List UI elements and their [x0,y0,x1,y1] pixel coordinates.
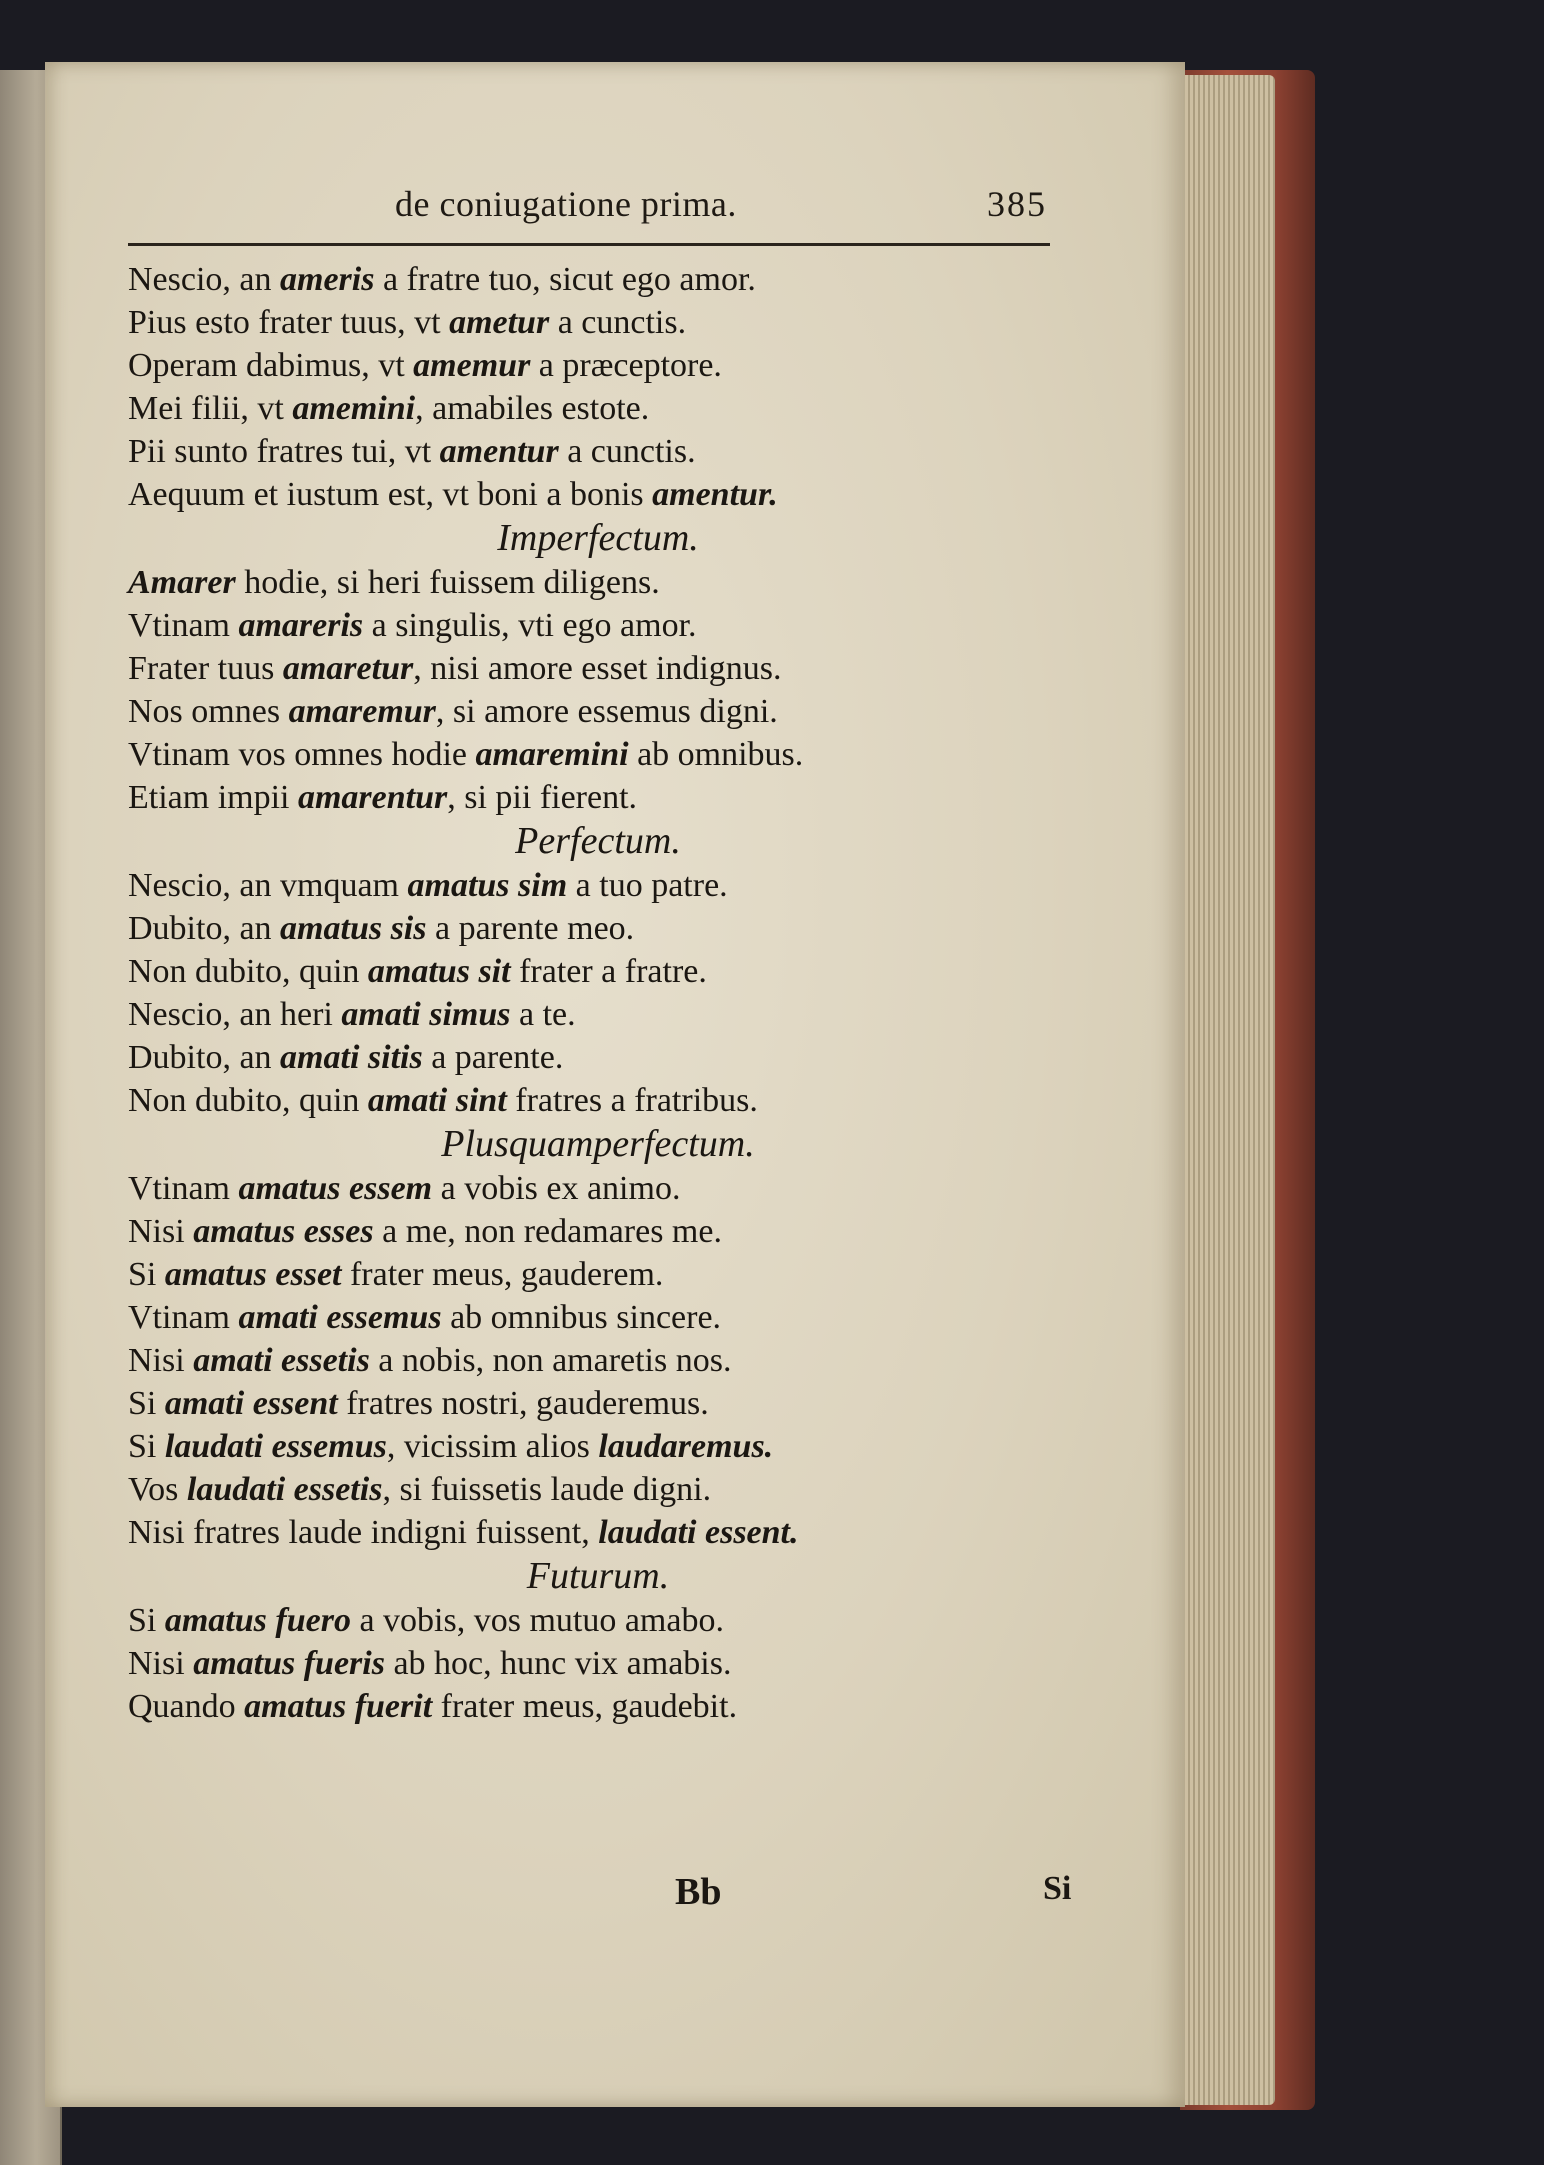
verb-form: amaremini [475,736,629,773]
line-text: Nisi [128,1645,194,1682]
line-text: a vobis ex animo. [432,1170,681,1207]
verb-form: amati essemus [238,1299,442,1336]
line-text: Nos omnes [128,693,289,730]
text-line [128,1468,1068,1511]
line-text: Non dubito, quin [128,953,368,990]
text-line [128,561,1068,604]
text-line [128,301,1068,344]
text-line [128,604,1068,647]
verb-form: laudati essemus [164,1428,387,1465]
line-text: Frater tuus [128,650,283,687]
verb-form: Amarer [128,564,236,601]
line-text: a fratre tuo, sicut ego amor. [374,261,756,298]
verb-form: amati sint [367,1082,507,1119]
line-text: Vos [128,1471,187,1508]
verb-form: amatus sit [367,953,511,990]
line-text: , nisi amore esset indignus. [413,650,782,687]
text-line [128,344,1068,387]
signature-mark: Bb [675,1871,722,1913]
line-text: Si [128,1428,165,1465]
verb-form: amentur [439,433,559,470]
line-text: Pii sunto fratres tui, vt [128,433,440,470]
text-line [128,1339,1068,1382]
line-text: a parente meo. [426,910,635,947]
line-text: a nobis, non amaretis nos. [369,1342,732,1379]
line-text: Nescio, an vmquam [128,867,408,904]
line-text: ab omnibus. [628,736,804,773]
text-line [128,864,1068,907]
verb-form: laudati essent. [598,1514,799,1551]
verb-form: amentur. [652,476,778,513]
line-text: Dubito, an [128,1039,281,1076]
verb-form: amemur [413,347,531,384]
line-text: a me, non redamares me. [373,1213,722,1250]
page-number: 385 [987,184,1047,224]
line-text: ab omnibus sincere. [441,1299,722,1336]
line-text: a præceptore. [530,347,722,384]
line-text: frater meus, gauderem. [341,1256,664,1293]
verb-form: ametur [449,304,550,341]
verb-form: amareris [238,607,364,644]
verb-form: amati essetis [193,1342,370,1379]
line-text: , si pii fierent. [447,779,638,816]
verb-form: amati simus [341,996,511,1033]
line-text: frater meus, gaudebit. [432,1688,738,1725]
text-line [128,1253,1068,1296]
text-line [128,1642,1068,1685]
verb-form: amatus sim [407,867,568,904]
verb-form: amaremur [288,693,436,730]
verb-form: amatus fueris [193,1645,385,1682]
header-rule [128,243,1050,246]
text-line [128,1425,1068,1468]
line-text: Dubito, an [128,910,281,947]
line-text: a te. [510,996,576,1033]
line-text: Nescio, an heri [128,996,342,1033]
line-text: , si amore essemus digni. [435,693,778,730]
line-text: Si [128,1385,165,1422]
section-heading: Imperfectum. [497,517,699,559]
line-text: a cunctis. [558,433,696,470]
verb-form: amatus esset [164,1256,342,1293]
line-text: Vtinam vos omnes hodie [128,736,476,773]
verb-form: amemini [292,390,416,427]
verb-form: amati essent [164,1385,338,1422]
line-text: a vobis, vos mutuo amabo. [350,1602,724,1639]
text-line [128,1296,1068,1339]
text-line [128,1210,1068,1253]
line-text: Nescio, an [128,261,281,298]
verb-form: amatus fuero [164,1602,351,1639]
text-line [128,647,1068,690]
text-line [128,690,1068,733]
line-text: a cunctis. [549,304,687,341]
line-text: a parente. [422,1039,564,1076]
line-text: a tuo patre. [567,867,728,904]
line-text: Si [128,1602,165,1639]
line-text: , amabiles estote. [415,390,650,427]
line-text: Vtinam [128,1299,239,1336]
text-line [128,258,1068,301]
line-text: , si fuissetis laude digni. [382,1471,712,1508]
verb-form: ameris [280,261,375,298]
verb-form: amatus essem [238,1170,433,1207]
line-text: hodie, si heri fuissem diligens. [235,564,660,601]
line-text: Mei filii, vt [128,390,293,427]
text-line [128,387,1068,430]
catchword: Si [1043,1870,1072,1907]
section-heading: Plusquamperfectum. [441,1123,755,1165]
text-line [128,1599,1068,1642]
verb-form: laudaremus. [598,1428,774,1465]
line-text: Operam dabimus, vt [128,347,414,384]
line-text: frater a fratre. [510,953,707,990]
text-line [128,473,1068,516]
text-line [128,1382,1068,1425]
line-text: Nisi [128,1213,194,1250]
line-text: ab hoc, hunc vix amabis. [384,1645,732,1682]
line-text: Si [128,1256,165,1293]
line-text: fratres nostri, gauderemus. [337,1385,709,1422]
text-block [128,258,1068,1728]
verb-form: amati sitis [280,1039,423,1076]
line-text: Etiam impii [128,779,298,816]
line-text: Aequum et iustum est, vt boni a bonis [128,476,653,513]
text-line [128,733,1068,776]
text-line [128,1036,1068,1079]
line-text: Non dubito, quin [128,1082,368,1119]
verb-form: laudati essetis [186,1471,383,1508]
verb-form: amatus fuerit [244,1688,433,1725]
line-text: Quando [128,1688,245,1725]
line-text: Nisi [128,1342,194,1379]
line-text: Nisi fratres laude indigni fuissent, [128,1514,599,1551]
verb-form: amaretur [282,650,414,687]
text-line [128,907,1068,950]
line-text: a singulis, vti ego amor. [363,607,697,644]
text-line [128,1167,1068,1210]
running-head: de coniugatione prima. [395,184,737,224]
line-text: fratres a fratribus. [506,1082,758,1119]
text-line [128,430,1068,473]
text-line [128,1511,1068,1554]
text-line [128,776,1068,819]
text-line [128,1079,1068,1122]
section-heading: Perfectum. [515,820,681,862]
line-text: Vtinam [128,607,239,644]
section-heading: Futurum. [526,1555,670,1597]
verb-form: amarentur [297,779,448,816]
text-line [128,950,1068,993]
verb-form: amatus sis [280,910,427,947]
line-text: Pius esto frater tuus, vt [128,304,450,341]
line-text: , vicissim alios [386,1428,599,1465]
verb-form: amatus esses [193,1213,374,1250]
text-line [128,1685,1068,1728]
line-text: Vtinam [128,1170,239,1207]
text-line [128,993,1068,1036]
